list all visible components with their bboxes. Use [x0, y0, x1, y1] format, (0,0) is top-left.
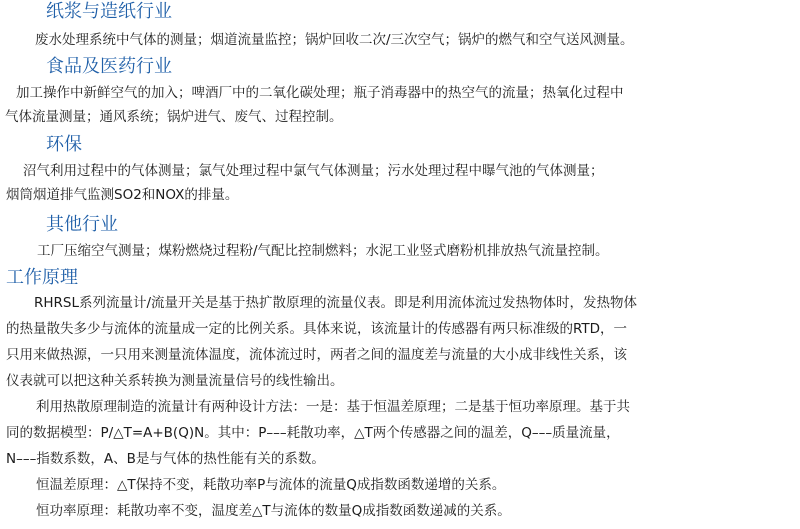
env-line-1: 沼气利用过程中的气体测量；氯气处理过程中氯气气体测量；污水处理过程中曝气池的气体测量； [23, 163, 604, 179]
heading-working-principle: 工作原理 [6, 267, 78, 288]
principle-line-6: 同的数据模型：P/△T=A+B(Q)N。其中：P–––耗散功率，△T两个传感器之间的温差，Q–––质量流量， [6, 425, 620, 441]
principle-line-5: 利用热散原理制造的流量计有两种设计方法：一是：基于恒温差原理；二是基于恒功率原理。基于共 [36, 399, 630, 415]
principle-line-4: 仪表就可以把这种关系转换为测量流量信号的线性输出。 [6, 373, 344, 389]
heading-paper-industry: 纸浆与造纸行业 [46, 1, 172, 22]
env-line-2: 烟筒烟道排气监测SO2和NOX的排量。 [6, 187, 239, 203]
heading-environment: 环保 [46, 134, 82, 155]
heading-other-industries: 其他行业 [46, 214, 118, 235]
principle-line-3: 只用来做热源，一只用来测量流体温度，流体流过时，两者之间的温度差与流量的大小成非线性关系，该 [6, 347, 627, 363]
principle-line-1: RHRSL系列流量计/流量开关是基于热扩散原理的流量仪表。即是利用流体流过发热物体时，发热物体 [34, 295, 638, 311]
other-line-1: 工厂压缩空气测量；煤粉燃烧过程粉/气配比控制燃料；水泥工业竖式磨粉机排放热气流量控制。 [37, 243, 609, 259]
principle-line-7: N–––指数系数，A、B是与气体的热性能有关的系数。 [6, 451, 325, 467]
paper-line-1: 废水处理系统中气体的测量；烟道流量监控；锅炉回收二次/三次空气；锅炉的燃气和空气送风测量。 [35, 32, 634, 48]
food-line-1: 加工操作中新鲜空气的加入；啤酒厂中的二氧化碳处理；瓶子消毒器中的热空气的流量；热氧化过程中 [16, 85, 624, 101]
principle-line-9: 恒功率原理：耗散功率不变，温度差△T与流体的数量Q成指数函数递减的关系。 [36, 503, 511, 519]
heading-food-pharma: 食品及医药行业 [46, 56, 172, 77]
principle-line-2: 的热量散失多少与流体的流量成一定的比例关系。具体来说，该流量计的传感器有两只标准级的RTD，一 [6, 321, 628, 337]
principle-line-8: 恒温差原理：△T保持不变，耗散功率P与流体的流量Q成指数函数递增的关系。 [36, 477, 506, 493]
food-line-2: 气体流量测量；通风系统；锅炉进气、废气、过程控制。 [5, 109, 343, 125]
